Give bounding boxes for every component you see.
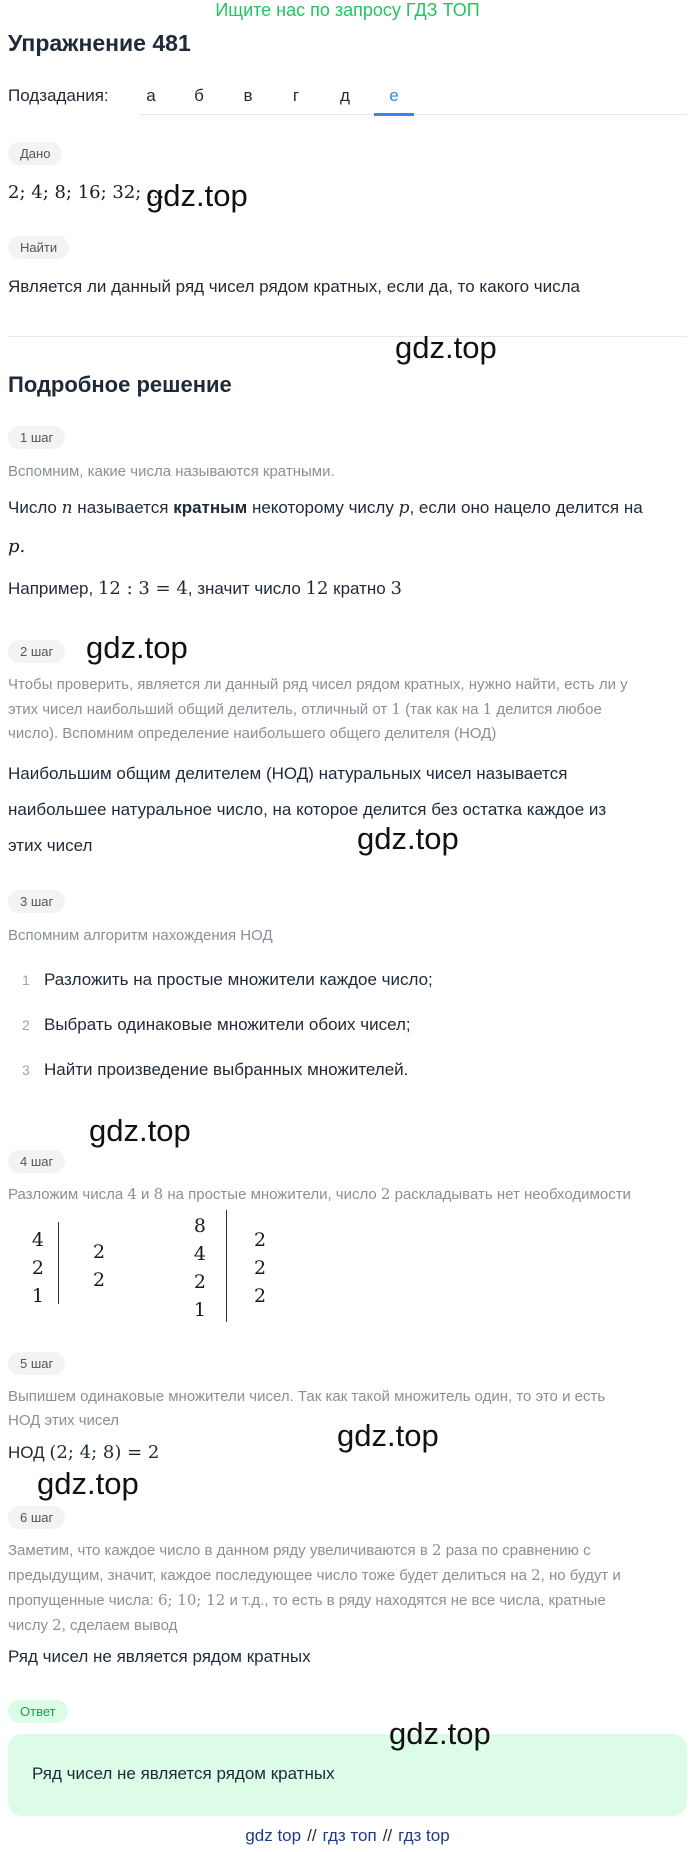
bold-term: кратным <box>173 498 248 517</box>
step1-badge: 1 шаг <box>8 426 65 449</box>
watermark: gdz.top <box>89 1113 191 1148</box>
hint-line: НОД этих чисел <box>8 1412 120 1429</box>
hint-line <box>8 1538 621 1563</box>
tab-v[interactable]: в <box>243 86 253 105</box>
step5-result <box>8 1442 159 1463</box>
text-segment: , сделаем вывод <box>61 1617 178 1634</box>
footer-links <box>0 1826 695 1846</box>
math-number: 2 <box>431 1541 442 1559</box>
text-segment: предыдущим, значит, каждое последующее число тоже будет делиться на <box>8 1567 532 1584</box>
step5-badge: 5 шаг <box>8 1352 65 1375</box>
text-segment: и <box>136 1186 154 1203</box>
hint-line: Чтобы проверить, является ли данный ряд чисел рядом кратных, нужно найти, есть ли у <box>8 676 628 693</box>
step2-definition <box>8 756 606 864</box>
text-segment: , значит число <box>187 579 306 598</box>
active-tab-indicator <box>374 113 414 116</box>
step2-hint <box>8 673 628 746</box>
step5-hint <box>8 1385 605 1433</box>
find-badge: Найти <box>8 236 69 259</box>
math-expression: 12 : 3 = 4 <box>97 578 188 599</box>
footer-separator: // <box>307 1826 317 1845</box>
math-number: 12 <box>305 578 329 599</box>
math-n: n <box>61 498 73 518</box>
step2-badge: 2 шаг <box>8 640 65 663</box>
given-badge: Дано <box>8 142 62 165</box>
step1-line2: p. <box>8 536 26 557</box>
footer-link[interactable]: гдз top <box>398 1826 450 1845</box>
factor-value: 2 <box>254 1257 267 1279</box>
text-line: Наибольшим общим делителем (НОД) натуральных чисел называется <box>8 764 568 783</box>
watermark: gdz.top <box>357 821 459 856</box>
divider <box>8 336 687 337</box>
step1-hint: Вспомним, какие числа называются кратными. <box>8 463 335 480</box>
math-number: 2 <box>531 1566 541 1584</box>
text-segment: , но будут и <box>540 1567 621 1584</box>
text-segment: раза по сравнению с <box>441 1542 591 1559</box>
factor-value: 2 <box>31 1257 44 1279</box>
math-numbers: 6; 10; 12 <box>157 1591 226 1609</box>
watermark: gdz.top <box>86 630 188 665</box>
footer-link[interactable]: gdz top <box>245 1826 302 1845</box>
list-item <box>22 1015 433 1060</box>
factor-divider <box>226 1210 227 1322</box>
text-line: этих чисел <box>8 836 93 855</box>
text-segment: , если оно нацело делится на <box>409 498 643 517</box>
step1-example <box>8 578 402 599</box>
math-expression: (2; 4; 8) = 2 <box>49 1442 160 1463</box>
watermark: gdz.top <box>389 1716 491 1751</box>
text-segment: НОД <box>8 1443 50 1462</box>
answer-badge: Ответ <box>8 1700 68 1723</box>
math-number: 1 <box>482 700 493 718</box>
factor-value: 4 <box>31 1229 44 1251</box>
tab-e[interactable]: е <box>389 86 399 105</box>
factor-divider <box>58 1222 59 1304</box>
math-p: p <box>398 498 410 518</box>
step1-definition <box>8 498 643 518</box>
watermark: gdz.top <box>337 1418 439 1453</box>
factor-value: 2 <box>254 1229 267 1251</box>
factor8-left <box>192 1212 206 1324</box>
math-number: 8 <box>153 1185 164 1203</box>
text-segment: этих чисел наибольший общий делитель, отличный от <box>8 701 392 718</box>
factor-value: 2 <box>193 1271 206 1293</box>
text-segment: Разложим числа <box>8 1186 128 1203</box>
hint-line <box>8 697 628 722</box>
list-item <box>22 970 433 1015</box>
tab-b[interactable]: б <box>194 86 204 105</box>
subtasks-label: Подзадания: <box>8 86 109 105</box>
solution-heading: Подробное решение <box>8 372 232 397</box>
math-number: 2 <box>52 1616 62 1634</box>
text-segment: делится любое <box>492 701 602 718</box>
math-number: 3 <box>390 578 402 599</box>
factor8-right <box>254 1226 266 1310</box>
text-segment: некоторому числу <box>247 498 399 517</box>
answer-text: Ряд чисел не является рядом кратных <box>32 1764 335 1783</box>
factor-value: 1 <box>193 1299 206 1321</box>
math-number: 2 <box>380 1185 391 1203</box>
step6-hint <box>8 1538 621 1638</box>
watermark: gdz.top <box>395 330 497 365</box>
factor-value: 4 <box>193 1243 206 1265</box>
list-text: Выбрать одинаковые множители обоих чисел; <box>44 1015 411 1034</box>
step3-hint: Вспомним алгоритм нахождения НОД <box>8 927 273 944</box>
list-number: 1 <box>22 972 30 988</box>
text-segment: Заметим, что каждое число в данном ряду увеличиваются в <box>8 1542 432 1559</box>
factor-value: 2 <box>254 1285 267 1307</box>
list-number: 2 <box>22 1017 30 1033</box>
step4-hint <box>8 1182 631 1207</box>
math-number: 4 <box>127 1185 137 1203</box>
footer-separator: // <box>382 1826 393 1845</box>
footer-link[interactable]: гдз топ <box>322 1826 377 1845</box>
factor-value: 2 <box>93 1269 106 1291</box>
factor4-right <box>93 1238 105 1294</box>
hint-line <box>8 1613 621 1638</box>
find-text: Является ли данный ряд чисел рядом кратных, если да, то какого числа <box>8 277 581 296</box>
watermark: gdz.top <box>146 178 248 213</box>
text-segment: Например, <box>8 579 98 598</box>
tab-g[interactable]: г <box>292 86 300 105</box>
hint-line <box>8 1563 621 1588</box>
factor-value: 8 <box>193 1215 206 1237</box>
text-segment: Число <box>8 498 62 517</box>
math-number: 1 <box>391 700 401 718</box>
text-segment: (так как на <box>400 701 483 718</box>
tab-d[interactable]: д <box>340 86 350 105</box>
step6-badge: 6 шаг <box>8 1506 65 1529</box>
search-banner: Ищите нас по запросу ГДЗ ТОП <box>215 0 480 20</box>
text-segment: раскладывать нет необходимости <box>390 1186 631 1203</box>
factor4-left <box>30 1226 44 1310</box>
algorithm-list <box>22 970 433 1105</box>
watermark: gdz.top <box>37 1466 139 1501</box>
step4-badge: 4 шаг <box>8 1150 65 1173</box>
factor-value: 2 <box>93 1241 106 1263</box>
given-sequence: 2; 4; 8; 16; 32; ... <box>8 182 165 203</box>
hint-line <box>8 1588 621 1613</box>
text-segment: числу <box>8 1617 53 1634</box>
tab-a[interactable]: а <box>146 86 156 105</box>
hint-line: число). Вспомним определение наибольшего общего делителя (НОД) <box>8 725 497 742</box>
text-segment: называется <box>72 498 174 517</box>
list-text: Разложить на простые множители каждое число; <box>44 970 433 989</box>
text-segment: и т.д., то есть в ряду находятся не все числа, кратные <box>225 1592 606 1609</box>
page-title: Упражнение 481 <box>8 30 191 56</box>
list-item <box>22 1060 433 1105</box>
hint-line: Выпишем одинаковые множители чисел. Так как такой множитель один, то это и есть <box>8 1388 606 1405</box>
text-line: наибольшее натуральное число, на которое делится без остатка каждое из <box>8 800 607 819</box>
step3-badge: 3 шаг <box>8 890 65 913</box>
list-number: 3 <box>22 1062 30 1078</box>
text-segment: пропущенные числа: <box>8 1592 158 1609</box>
step6-conclusion: Ряд чисел не является рядом кратных <box>8 1647 311 1666</box>
list-text: Найти произведение выбранных множителей. <box>44 1060 409 1079</box>
factor-value: 1 <box>31 1285 44 1307</box>
text-segment: на простые множители, число <box>163 1186 381 1203</box>
text-segment: кратно <box>328 579 391 598</box>
